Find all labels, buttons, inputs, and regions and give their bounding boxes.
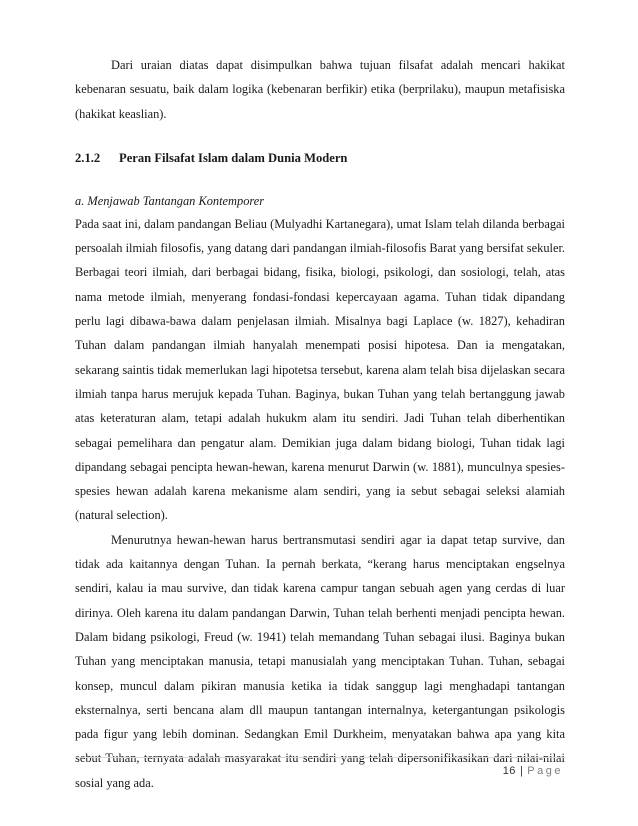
subsection-heading: a. Menjawab Tantangan Kontemporer bbox=[75, 193, 265, 208]
body-paragraph-1: Pada saat ini, dalam pandangan Beliau (Mulyadhi Kartanegara), umat Islam telah dilanda berbagai persoalah ilmiah filosofis, yang datang dari pandangan ilmiah-filosofis Barat yang bersifat sekuler. Berbagai teori ilmiah, dari berbagai bidang, fisika, biologi, psikologi, dan sosiologi, telah, atas nama metode ilmiah, menyerang fondasi-fondasi kepercayaan agama. Tuhan tidak dipandang perlu lagi dibawa-bawa dalam penjelasan ilmiah. Misalnya bagi Laplace (w. 1827), kehadiran Tuhan dalam pandangan ilmiah hanyalah menempati posisi hipotesa. Dan ia mengatakan, sekarang saintis tidak memerlukan lagi hipotetsa tersebut, karena alam telah bisa dijelaskan secara ilmiah tanpa harus merujuk kepada Tuhan. Baginya, bukan Tuhan yang telah bertanggung jawab atas keteraturan alam, tetapi adalah hukukm alam itu sendiri. Jadi Tuhan telah diberhentikan sebagai pemelihara dan pengatur alam. Demikian juga dalam bidang biologi, Tuhan tidak lagi dipandang sebagai pencipta hewan-hewan, karena menurut Darwin (w. 1881), munculnya spesies-spesies hewan adalah karena mekanisme alam sendiri, yang ia sebut sebagai seleksi alamiah (natural selection). bbox=[75, 216, 565, 523]
footer-divider bbox=[75, 757, 565, 758]
section-heading bbox=[75, 148, 565, 168]
page-content bbox=[75, 53, 565, 795]
section-title: Peran Filsafat Islam dalam Dunia Modern bbox=[119, 150, 348, 165]
page-number: 16 bbox=[502, 765, 516, 777]
intro-paragraph: Dari uraian diatas dapat disimpulkan bahwa tujuan filsafat adalah mencari hakikat kebenaran sesuatu, baik dalam logika (kebenaran berfikir) etika (berprilaku), maupun metafisiska (hakikat keaslian). bbox=[75, 58, 565, 121]
footer-separator: | bbox=[519, 765, 524, 777]
body-paragraph-2: Menurutnya hewan-hewan harus bertransmutasi sendiri agar ia dapat tetap survive, dan tidak ada kaitannya dengan Tuhan. Ia pernah berkata, “kerang harus menciptakan engselnya sendiri, kalau ia mau survive, dan tidak karena campur tangan sebuah agen yang cerdas di luar dirinya. Oleh karena itu dalam pandangan Darwin, Tuhan telah berhenti menjadi pencipta hewan. Dalam bidang psikologi, Freud (w. 1941) telah memandang Tuhan sebagai ilusi. Baginya bukan Tuhan yang menciptakan manusia, tetapi manusialah yang menciptakan Tuhan. Tuhan, sebagai konsep, muncul dalam pikiran manusia ketika ia tidak sanggup lagi menghadapi tantangan eksternalnya, serti bencana alam dll maupun tantangan internalnya, ketergantungan psikologis pada figur yang lebih dominan. Sedangkan Emil Durkheim, menyatakan bahwa apa yang kita sebut Tuhan, ternyata adalah masyarakat itu sendiri yang telah dipersonifikasikan dari nilai-nilai sosial yang ada. bbox=[75, 532, 565, 790]
page-footer bbox=[503, 765, 563, 777]
page-label: Page bbox=[527, 765, 563, 777]
section-number: 2.1.2 bbox=[75, 150, 101, 165]
